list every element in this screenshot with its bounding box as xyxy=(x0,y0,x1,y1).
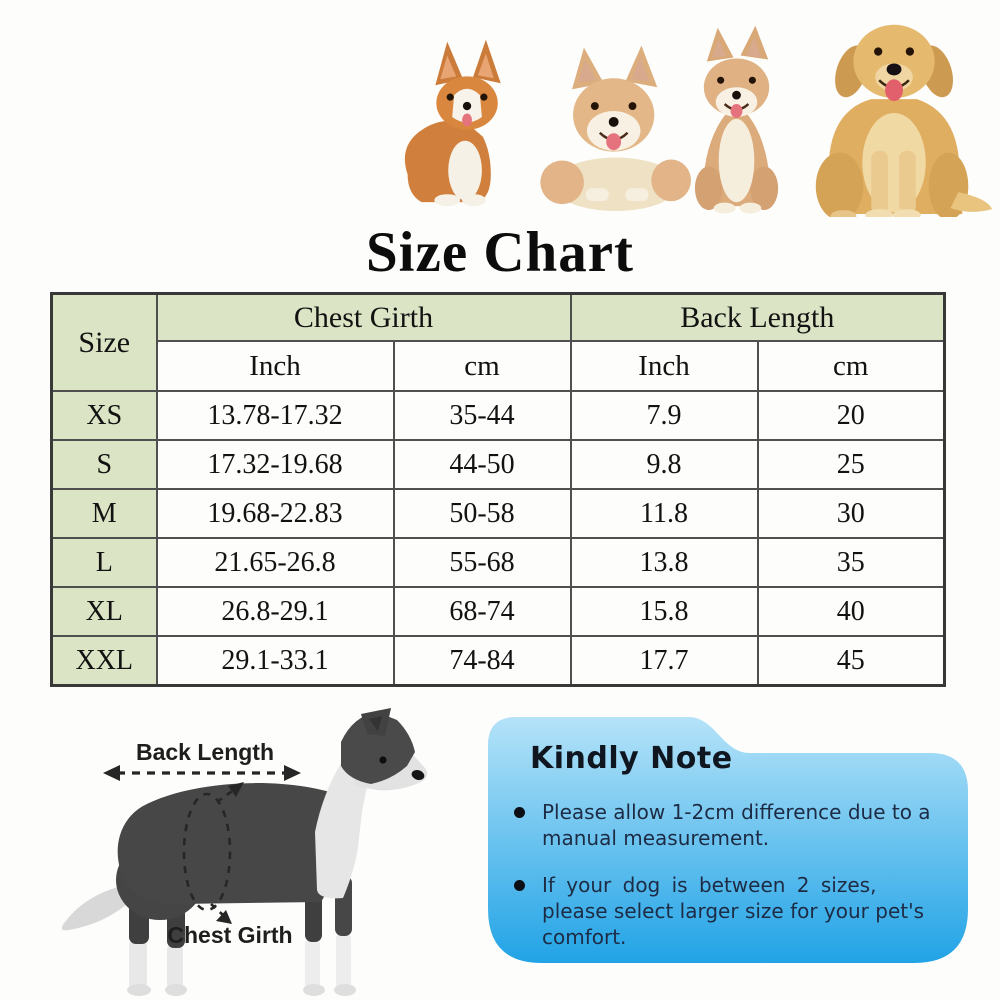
cell-chest-cm: 50-58 xyxy=(394,489,571,538)
bullet-dot-icon xyxy=(514,880,525,891)
cell-chest-cm: 44-50 xyxy=(394,440,571,489)
arrow-left-icon xyxy=(103,765,120,781)
golden-retriever-photo xyxy=(816,25,992,217)
cell-chest-cm: 55-68 xyxy=(394,538,571,587)
shiba-inu-lying-photo xyxy=(540,46,691,211)
table-subheader-row xyxy=(52,341,945,391)
table-row xyxy=(52,636,945,686)
cell-size: XL xyxy=(52,587,157,636)
table-row xyxy=(52,440,945,489)
table-header-row xyxy=(52,294,945,342)
cell-size: L xyxy=(52,538,157,587)
size-table xyxy=(50,292,946,687)
table-row xyxy=(52,489,945,538)
cell-back-cm: 35 xyxy=(758,538,945,587)
shiba-inu-sitting-photo xyxy=(695,26,778,214)
note-bullet xyxy=(514,872,942,950)
page-title: Size Chart xyxy=(365,221,635,284)
cell-chest-cm: 68-74 xyxy=(394,587,571,636)
cell-back-inch: 7.9 xyxy=(571,391,758,440)
cell-size: XS xyxy=(52,391,157,440)
cell-back-inch: 13.8 xyxy=(571,538,758,587)
note-title: Kindly Note xyxy=(530,741,733,776)
corgi-photo xyxy=(405,40,501,206)
back-length-label: Back Length xyxy=(135,739,275,765)
cell-chest-inch: 29.1-33.1 xyxy=(157,636,394,686)
note-bullet-line: If your dog is between 2 sizes, xyxy=(542,873,877,897)
header-chest-girth: Chest Girth xyxy=(157,294,571,342)
cell-back-inch: 15.8 xyxy=(571,587,758,636)
note-bullet-line: Please allow 1-2cm difference due to a xyxy=(542,800,931,824)
cell-chest-cm: 74-84 xyxy=(394,636,571,686)
header-size: Size xyxy=(52,294,157,392)
measurement-diagram xyxy=(25,690,475,1000)
back-length-annotation xyxy=(103,739,301,781)
cell-back-cm: 40 xyxy=(758,587,945,636)
header-back-length: Back Length xyxy=(571,294,945,342)
cell-chest-inch: 13.78-17.32 xyxy=(157,391,394,440)
note-bullet-list xyxy=(514,799,942,950)
header-chest-inch: Inch xyxy=(157,341,394,391)
note-bullet-line: please select larger size for your pet's xyxy=(542,899,925,923)
cell-chest-inch: 19.68-22.83 xyxy=(157,489,394,538)
arrow-right-icon xyxy=(284,765,301,781)
table-row xyxy=(52,538,945,587)
table-row xyxy=(52,391,945,440)
note-bullet-line: comfort. xyxy=(542,925,627,949)
bullet-dot-icon xyxy=(514,807,525,818)
cell-back-inch: 17.7 xyxy=(571,636,758,686)
cell-size: S xyxy=(52,440,157,489)
cell-size: M xyxy=(52,489,157,538)
cell-size: XXL xyxy=(52,636,157,686)
chest-girth-label: Chest Girth xyxy=(167,922,293,948)
cell-back-inch: 11.8 xyxy=(571,489,758,538)
dogs-photo-row xyxy=(375,4,995,217)
note-content xyxy=(488,716,968,964)
cell-back-cm: 30 xyxy=(758,489,945,538)
note-bullet xyxy=(514,799,942,851)
table-row xyxy=(52,587,945,636)
cell-chest-inch: 17.32-19.68 xyxy=(157,440,394,489)
cell-back-cm: 25 xyxy=(758,440,945,489)
cell-chest-inch: 26.8-29.1 xyxy=(157,587,394,636)
header-back-cm: cm xyxy=(758,341,945,391)
note-bullet-line: manual measurement. xyxy=(542,826,770,850)
cell-chest-inch: 21.65-26.8 xyxy=(157,538,394,587)
cell-back-cm: 20 xyxy=(758,391,945,440)
header-chest-cm: cm xyxy=(394,341,571,391)
header-back-inch: Inch xyxy=(571,341,758,391)
note-card xyxy=(488,716,968,964)
cell-back-inch: 9.8 xyxy=(571,440,758,489)
cell-back-cm: 45 xyxy=(758,636,945,686)
cell-chest-cm: 35-44 xyxy=(394,391,571,440)
